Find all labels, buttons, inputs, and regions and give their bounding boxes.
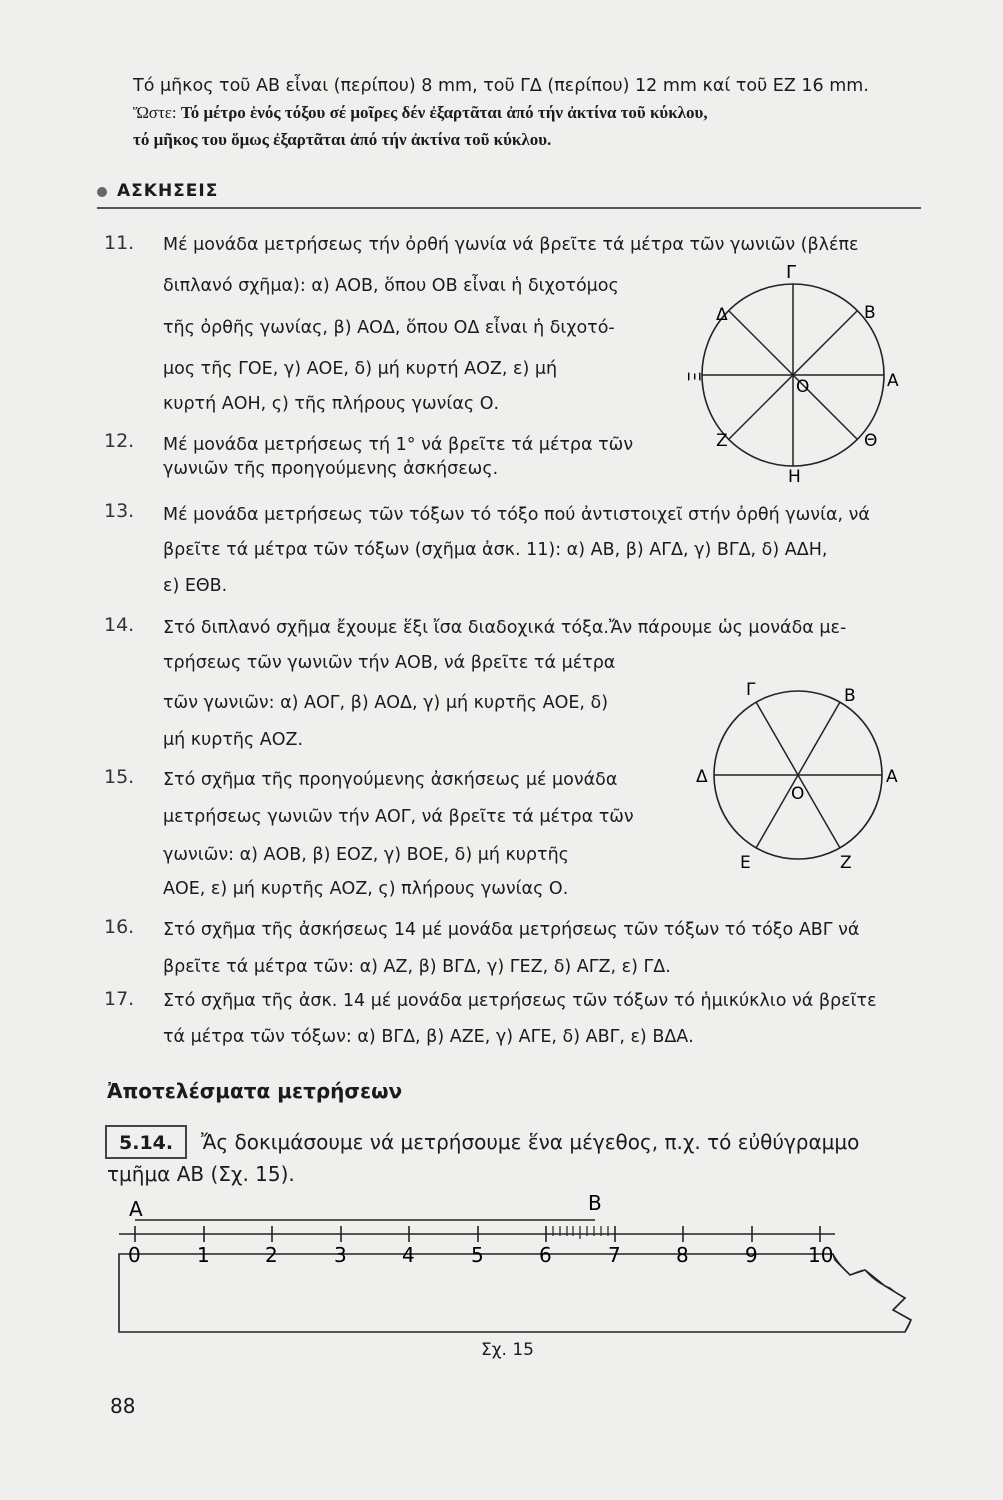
exercise-17-number: 17.: [104, 988, 135, 1010]
exercise-11-line-3: τῆς ὀρθῆς γωνίας, β) ΑΟΔ, ὅπου ΟΔ εἶναι ἡ διχοτό-: [163, 318, 615, 338]
ruler-tick-label: 4: [402, 1243, 415, 1267]
exercise-11-line-5: κυρτή ΑΟΗ, ς) τῆς πλήρους γωνίας Ο.: [163, 394, 500, 414]
exercise-14-line-4: μή κυρτῆς ΑΟΖ.: [163, 730, 304, 750]
fig14-label-lower-left: Ε: [740, 853, 751, 873]
exercise-15-line-4: ΑΟΕ, ε) μή κυρτῆς ΑΟΖ, ς) πλήρους γωνίας Ο.: [163, 879, 569, 899]
ruler-point-a-label: Α: [129, 1197, 143, 1221]
exercise-17-line-2: τά μέτρα τῶν τόξων: α) ΒΓΔ, β) ΑΖΕ, γ) ΑΓΕ, δ) ΑΒΓ, ε) ΒΔΑ.: [163, 1027, 694, 1047]
fig14-label-upper-right: Β: [844, 686, 856, 706]
intro-rule-bold: Τό μέτρο ἑνός τόξου σέ μοῖρες δέν ἐξαρτᾶται ἀπό τήν ἀκτίνα τοῦ κύκλου,: [180, 103, 708, 122]
intro-line-2: [133, 103, 708, 123]
section-5-14-number: 5.14.: [119, 1132, 174, 1154]
ruler-tick-label: 9: [745, 1243, 758, 1267]
fig14-label-center: Ο: [791, 784, 805, 804]
exercise-11-line-1: Μέ μονάδα μετρήσεως τήν ὀρθή γωνία νά βρεῖτε τά μέτρα τῶν γωνιῶν (βλέπε: [163, 235, 859, 255]
page-number: 88: [110, 1394, 136, 1418]
exercise-16-number: 16.: [104, 916, 135, 938]
exercise-12-line-1: Μέ μονάδα μετρήσεως τή 1° νά βρεῖτε τά μέτρα τῶν: [163, 435, 634, 455]
exercise-15-line-2: μετρήσεως γωνιῶν τήν ΑΟΓ, νά βρεῖτε τά μέτρα τῶν: [163, 807, 634, 827]
exercise-14-number: 14.: [104, 614, 135, 636]
exercise-15-line-1: Στό σχῆμα τῆς προηγούμενης ἀσκήσεως μέ μονάδα: [163, 770, 618, 790]
exercise-12-number: 12.: [104, 430, 135, 452]
fig14-label-upper-left: Γ: [746, 680, 756, 700]
section-5-14-line-2: τμῆμα ΑΒ (Σχ. 15).: [107, 1162, 295, 1186]
exercise-15-number: 15.: [104, 766, 135, 788]
ruler-tick-label: 6: [539, 1243, 552, 1267]
exercise-14-line-2: τρήσεως τῶν γωνιῶν τήν ΑΟΒ, νά βρεῖτε τά μέτρα: [163, 653, 616, 673]
ruler-tick-label: 10: [808, 1243, 834, 1267]
fig14-label-left: Δ: [696, 767, 708, 787]
intro-line-2-prefix: Ὥστε:: [133, 103, 181, 122]
ruler-body: [119, 1254, 911, 1332]
intro-line-1: Τό μῆκος τοῦ ΑΒ εἶναι (περίπου) 8 mm, τοῦ ΓΔ (περίπου) 12 mm καί τοῦ ΕΖ 16 mm.: [133, 76, 869, 96]
fig14-label-lower-right: Ζ: [840, 853, 852, 873]
ruler-figure: [115, 1190, 925, 1350]
fig11-label-top: Γ: [786, 262, 797, 283]
ruler-minor-ticks: [553, 1226, 608, 1239]
fig11-label-lower-left: Ζ: [716, 431, 728, 451]
section-bullet-icon: [97, 187, 107, 197]
fig11-label-right: Α: [887, 371, 899, 391]
exercise-15-line-3: γωνιῶν: α) ΑΟΒ, β) ΕΟΖ, γ) ΒΟΕ, δ) μή κυρτῆς: [163, 845, 569, 865]
section-5-14-line-1: Ἄς δοκιμάσουμε νά μετρήσουμε ἕνα μέγεθος, π.χ. τό εὐθύγραμμο: [201, 1130, 860, 1154]
ruler-tick-label: 0: [128, 1243, 141, 1267]
exercise-11-line-2: διπλανό σχῆμα): α) ΑΟΒ, ὅπου ΟΒ εἶναι ἡ διχοτόμος: [163, 276, 619, 296]
section-heading: ΑΣΚΗΣΕΙΣ: [117, 181, 219, 201]
exercise-12-line-2: γωνιῶν τῆς προηγούμενης ἀσκήσεως.: [163, 459, 499, 479]
exercise-14-line-1: Στό διπλανό σχῆμα ἔχουμε ἕξι ἴσα διαδοχικά τόξα.Ἄν πάρουμε ὡς μονάδα με-: [163, 618, 847, 638]
exercise-11-number: 11.: [104, 232, 135, 254]
section-5-14-badge: [105, 1125, 187, 1159]
fig11-label-lower-right: Θ: [864, 431, 878, 451]
section-rule: [97, 207, 921, 209]
exercise-11-line-4: μος τῆς ΓΟΕ, γ) ΑΟΕ, δ) μή κυρτή ΑΟΖ, ε) μή: [163, 359, 558, 379]
ruler-tick-label: 7: [608, 1243, 621, 1267]
ruler-tick-label: 5: [471, 1243, 484, 1267]
exercise-16-line-1: Στό σχῆμα τῆς ἀσκήσεως 14 μέ μονάδα μετρήσεως τῶν τόξων τό τόξο ΑΒΓ νά: [163, 920, 860, 940]
ruler-tick-label: 2: [265, 1243, 278, 1267]
results-heading: Ἀποτελέσματα μετρήσεων: [107, 1079, 403, 1103]
exercise-13-line-3: ε) ΕΘΒ.: [163, 576, 228, 596]
ruler-broken-edge: [833, 1254, 911, 1332]
ruler-point-b-label: Β: [588, 1191, 602, 1215]
fig14-label-right: Α: [886, 767, 898, 787]
figure-ex11-circle: [680, 260, 910, 490]
fig11-label-bottom: Η: [788, 467, 801, 487]
exercise-13-line-1: Μέ μονάδα μετρήσεως τῶν τόξων τό τόξο πού ἀντιστοιχεῖ στήν ὀρθή γωνία, νά: [163, 505, 870, 525]
figure-ex14-circle: [690, 675, 915, 875]
ruler-tick-label: 8: [676, 1243, 689, 1267]
fig11-label-left: Ξ: [683, 371, 703, 382]
intro-line-3: τό μῆκος του ὅμως ἐξαρτᾶται ἀπό τήν ἀκτίνα τοῦ κύκλου.: [133, 130, 552, 149]
fig11-label-upper-left: Δ: [716, 305, 728, 325]
ruler-caption: Σχ. 15: [481, 1340, 535, 1360]
exercise-13-number: 13.: [104, 500, 135, 522]
exercise-16-line-2: βρεῖτε τά μέτρα τῶν: α) ΑΖ, β) ΒΓΔ, γ) ΓΕΖ, δ) ΑΓΖ, ε) ΓΔ.: [163, 957, 671, 977]
exercise-14-line-3: τῶν γωνιῶν: α) ΑΟΓ, β) ΑΟΔ, γ) μή κυρτῆς ΑΟΕ, δ): [163, 693, 609, 713]
exercise-13-line-2: βρεῖτε τά μέτρα τῶν τόξων (σχῆμα ἀσκ. 11): α) ΑΒ, β) ΑΓΔ, γ) ΒΓΔ, δ) ΑΔΗ,: [163, 540, 828, 560]
exercise-17-line-1: Στό σχῆμα τῆς ἀσκ. 14 μέ μονάδα μετρήσεως τῶν τόξων τό ἡμικύκλιο νά βρεῖτε: [163, 991, 877, 1011]
ruler-tick-label: 3: [334, 1243, 347, 1267]
ruler-tick-label: 1: [197, 1243, 210, 1267]
fig11-label-center: Ο: [796, 377, 810, 397]
fig11-label-upper-right: Β: [864, 303, 876, 323]
